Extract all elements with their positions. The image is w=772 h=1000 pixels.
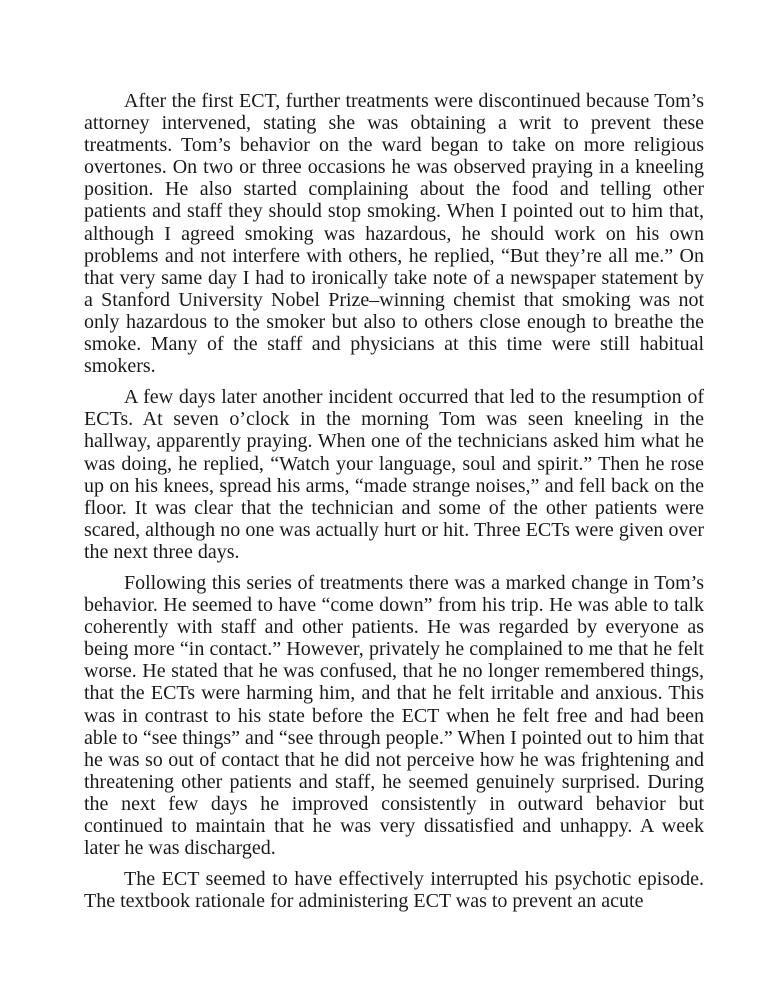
paragraph-2: A few days later another incident occurred that led to the resumption of ECTs. At seven o’clock in the morning Tom was seen kneeling in the hallway, apparently praying. When one of the technicians asked him what he was doing, he replied, “Watch your language, soul and spirit.” Then he rose up on his knees, spread his arms, “made strange noises,” and fell back on the floor. It was clear that the technician and some of the other patients were scared, although no one was actually hurt or hit. Three ECTs were given over the next three days. (84, 386, 704, 563)
paragraph-4: The ECT seemed to have effectively interrupted his psychotic episode. The textbook rationale for administering ECT was to prevent an acute (84, 868, 704, 913)
paragraph-1: After the first ECT, further treatments were discontinued because Tom’s attorney intervened, stating she was obtaining a writ to prevent these treatments. Tom’s behavior on the ward began to take on more religious overtones. On two or three occasions he was observed praying in a kneeling position. He also started complaining about the food and telling other patients and staff they should stop smoking. When I pointed out to him that, although I agreed smoking was hazardous, he should work on his own problems and not interfere with others, he replied, “But they’re all me.” On that very same day I had to ironically take note of a newspaper statement by a Stanford University Nobel Prize–winning chemist that smoking was not only hazardous to the smoker but also to others close enough to breathe the smoke. Many of the staff and physicians at this time were still habitual smokers. (84, 90, 704, 378)
paragraph-3: Following this series of treatments there was a marked change in Tom’s behavior. He seemed to have “come down” from his trip. He was able to talk coherently with staff and other patients. He was regarded by everyone as being more “in contact.” However, privately he complained to me that he felt worse. He stated that he was confused, that he no longer remembered things, that the ECTs were harming him, and that he felt irritable and anxious. This was in contrast to his state before the ECT when he felt free and had been able to “see things” and “see through people.” When I pointed out to him that he was so out of contact that he did not perceive how he was frightening and threatening other patients and staff, he seemed genuinely surprised. During the next few days he improved consistently in outward behavior but continued to maintain that he was very dissatisfied and unhappy. A week later he was discharged. (84, 571, 705, 860)
document-page (84, 90, 704, 921)
